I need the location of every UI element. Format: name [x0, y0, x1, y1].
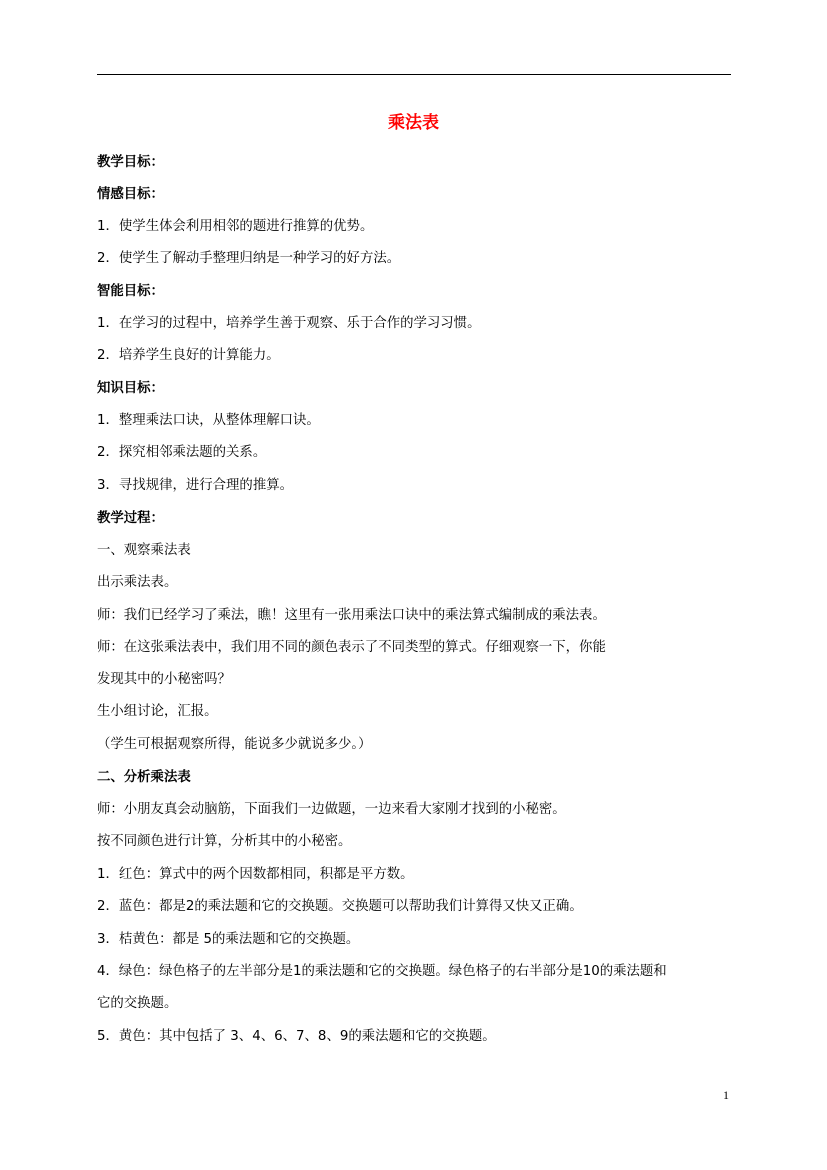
section-heading: 教学目标：: [97, 155, 164, 170]
body-line: 3．桔黄色：都是 5的乘法题和它的交换题。: [97, 932, 360, 947]
body-line: 2．培养学生良好的计算能力。: [97, 348, 280, 363]
body-line: 出示乘法表。: [97, 575, 178, 590]
body-line: 师：我们已经学习了乘法，瞧！这里有一张用乘法口诀中的乘法算式编制成的乘法表。: [97, 608, 606, 623]
body-line: 2．使学生了解动手整理归纳是一种学习的好方法。: [97, 251, 401, 266]
body-line: 4．绿色：绿色格子的左半部分是1的乘法题和它的交换题。绿色格子的右半部分是10的乘法题和: [97, 964, 667, 979]
body-line: 它的交换题。: [97, 996, 178, 1011]
section-heading: 二、分析乘法表: [97, 770, 191, 785]
body-line: 一、观察乘法表: [97, 543, 191, 558]
body-line: 师：在这张乘法表中，我们用不同的颜色表示了不同类型的算式。仔细观察一下，你能: [97, 640, 606, 655]
body-line: 5．黄色：其中包括了 3、4、6、7、8、9的乘法题和它的交换题。: [97, 1029, 496, 1044]
section-heading: 情感目标：: [97, 187, 164, 202]
body-line: 师：小朋友真会动脑筋，下面我们一边做题，一边来看大家刚才找到的小秘密。: [97, 802, 566, 817]
document-title: 乘法表: [388, 113, 439, 133]
body-line: 生小组讨论，汇报。: [97, 704, 218, 719]
page-number: 1: [723, 1088, 729, 1102]
section-heading: 教学过程：: [97, 511, 164, 526]
body-line: （学生可根据观察所得，能说多少就说多少。）: [97, 737, 372, 752]
header-rule: [97, 74, 731, 75]
body-line: 1．在学习的过程中，培养学生善于观察、乐于合作的学习习惯。: [97, 316, 481, 331]
body-line: 1．红色：算式中的两个因数都相同，积都是平方数。: [97, 867, 414, 882]
body-line: 按不同颜色进行计算，分析其中的小秘密。: [97, 834, 352, 849]
body-line: 1．整理乘法口诀，从整体理解口诀。: [97, 413, 320, 428]
section-heading: 智能目标：: [97, 284, 164, 299]
body-line: 3．寻找规律，进行合理的推算。: [97, 478, 293, 493]
body-line: 2．蓝色：都是2的乘法题和它的交换题。交换题可以帮助我们计算得又快又正确。: [97, 899, 583, 914]
body-line: 2．探究相邻乘法题的关系。: [97, 445, 267, 460]
section-heading: 知识目标：: [97, 381, 164, 396]
body-line: 发现其中的小秘密吗？: [97, 672, 231, 687]
body-line: 1．使学生体会利用相邻的题进行推算的优势。: [97, 219, 374, 234]
